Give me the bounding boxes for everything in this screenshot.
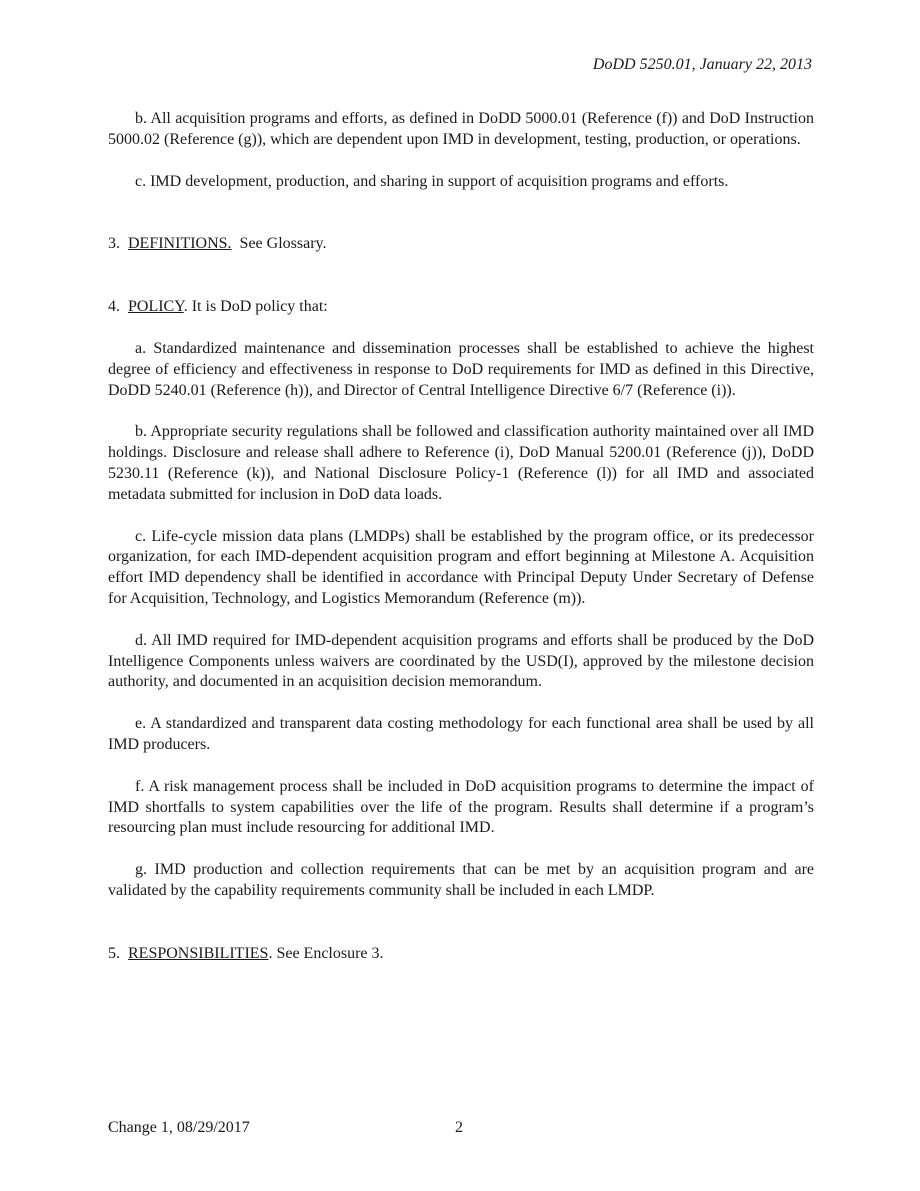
section-3-definitions — [108, 234, 814, 255]
section-number: 4. — [108, 298, 120, 316]
policy-item-b: b. Appropriate security regulations shall be followed and classification authority maintained over all IMD holdings. Disclosure and release shall adhere to Reference (i), DoD Manual 5200.01 (Reference (j)), DoDD 5230.11 (Reference (k)), and National Disclosure Policy-1 (Reference (l)) for all IMD and associated metadata submitted for inclusion in DoD data loads. — [108, 423, 814, 503]
paragraph-2b: b. All acquisition programs and efforts, as defined in DoDD 5000.01 (Reference (f)) and DoD Instruction 5000.02 (Reference (g)), which are dependent upon IMD in development, testing, production, or operations. — [108, 110, 814, 148]
policy-item-d: d. All IMD required for IMD-dependent acquisition programs and efforts shall be produced by the DoD Intelligence Components unless waivers are coordinated by the USD(I), approved by the milestone decision authority, and documented in an acquisition decision memorandum. — [108, 631, 814, 691]
section-heading: RESPONSIBILITIES — [128, 944, 269, 962]
section-text: . See Enclosure 3. — [268, 944, 384, 962]
footer-change-note: Change 1, 08/29/2017 — [108, 1119, 250, 1136]
section-5-responsibilities — [108, 944, 814, 965]
document-body — [108, 109, 814, 986]
policy-item-a: a. Standardized maintenance and dissemination processes shall be established to achieve the highest degree of efficiency and effectiveness in response to DoD requirements for IMD as defined in this Directive, DoDD 5240.01 (Reference (h)), and Director of Central Intelligence Directive 6/7 (Reference (i)). — [108, 339, 814, 399]
section-text: See Glossary. — [239, 235, 327, 253]
section-text: . It is DoD policy that: — [183, 298, 328, 316]
section-heading: POLICY — [128, 298, 184, 316]
document-header: DoDD 5250.01, January 22, 2013 — [592, 56, 812, 73]
section-heading: DEFINITIONS. — [128, 235, 232, 253]
section-number: 5. — [108, 944, 120, 962]
policy-item-e: e. A standardized and transparent data costing methodology for each functional area shall be used by all IMD producers. — [108, 715, 814, 753]
policy-item-g: g. IMD production and collection requirements that can be met by an acquisition program and are validated by the capability requirements community shall be included in each LMDP. — [108, 861, 814, 899]
policy-item-c: c. Life-cycle mission data plans (LMDPs) shall be established by the program office, or its predecessor organization, for each IMD-dependent acquisition program and effort beginning at Milestone A. Acquisition effort IMD dependency shall be identified in accordance with Principal Deputy Under Secretary of Defense for Acquisition, Technology, and Logistics Memorandum (Reference (m)). — [108, 527, 814, 607]
policy-item-f: f. A risk management process shall be included in DoD acquisition programs to determine the impact of IMD shortfalls to system capabilities over the life of the program. Results shall determine if a program’s resourcing plan must include resourcing for additional IMD. — [108, 777, 814, 837]
section-4-policy — [108, 297, 814, 318]
paragraph-2c: c. IMD development, production, and sharing in support of acquisition programs and efforts. — [135, 172, 729, 190]
section-number: 3. — [108, 235, 120, 253]
footer-page-number: 2 — [455, 1119, 463, 1136]
